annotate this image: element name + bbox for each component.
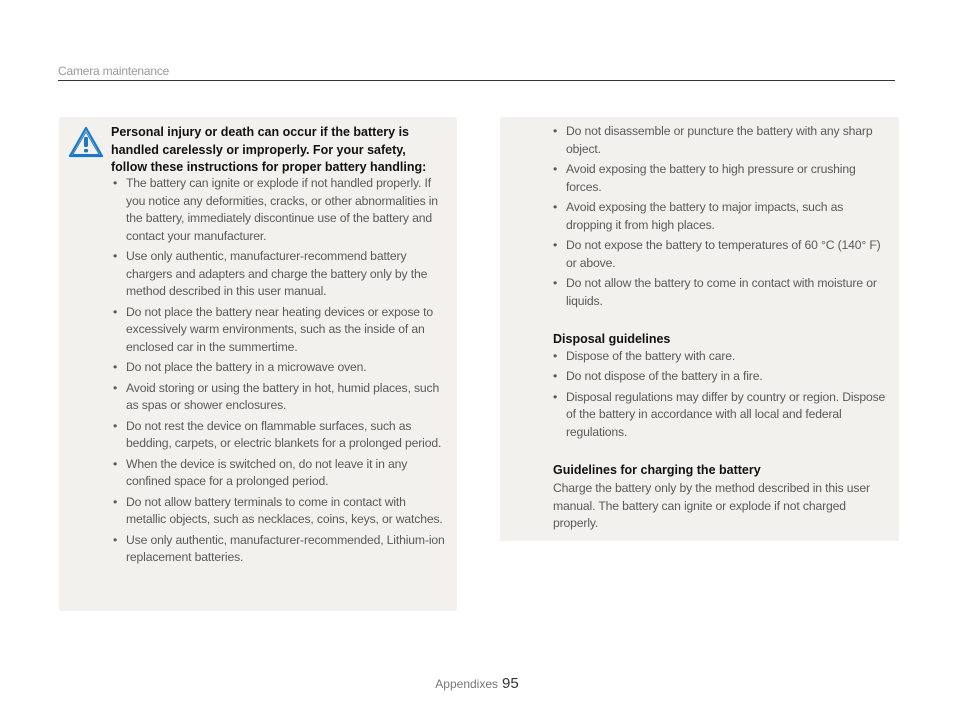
list-item: • Do not disassemble or puncture the battery with any sharp object. [553, 123, 889, 158]
page-number: 95 [502, 675, 519, 692]
list-item: • Avoid exposing the battery to high pressure or crushing forces. [553, 161, 889, 196]
charging-heading: Guidelines for charging the battery [553, 463, 761, 477]
section-title: Camera maintenance [58, 64, 170, 78]
list-item: • Avoid storing or using the battery in hot, humid places, such as spas or shower enclosures. [113, 380, 449, 415]
page-footer [0, 674, 954, 694]
list-item: • When the device is switched on, do not leave it in any confined space for a prolonged period. [113, 456, 449, 491]
warning-panel-continued [500, 117, 899, 541]
warning-list [113, 175, 449, 570]
list-item: • Disposal regulations may differ by country or region. Dispose of the battery in accordance with all local and federal regulations. [553, 389, 889, 442]
list-item: • Use only authentic, manufacturer-recommend battery chargers and adapters and charge the battery only by the method described in this user manual. [113, 248, 449, 301]
list-item: • Do not expose the battery to temperatures of 60 °C (140° F) or above. [553, 237, 889, 272]
warning-list-continued [553, 123, 889, 313]
charging-text: Charge the battery only by the method described in this user manual. The battery can ignite or explode if not charged properly. [553, 481, 870, 531]
list-item: • Do not place the battery in a microwave oven. [113, 359, 449, 377]
disposal-heading: Disposal guidelines [553, 332, 671, 346]
disposal-list [553, 348, 889, 444]
list-item: • Do not place the battery near heating devices or expose to excessively warm environments, such as the inside of an enclosed car in the summertime. [113, 304, 449, 357]
warning-panel [59, 117, 457, 611]
list-item: • Do not allow the battery to come in contact with moisture or liquids. [553, 275, 889, 310]
list-item: • Do not allow battery terminals to come in contact with metallic objects, such as necklaces, coins, keys, or watches. [113, 494, 449, 529]
warning-triangle-icon [67, 125, 105, 159]
page-header [58, 62, 895, 81]
warning-heading: Personal injury or death can occur if the battery is handled carelessly or improperly. For your safety, follow these instructions for proper battery handling: [111, 125, 427, 174]
list-item: • Do not rest the device on flammable surfaces, such as bedding, carpets, or electric blankets for a prolonged period. [113, 418, 449, 453]
list-item: • Dispose of the battery with care. [553, 348, 889, 366]
footer-section: Appendixes [435, 677, 499, 691]
list-item: • Do not dispose of the battery in a fire. [553, 368, 889, 386]
list-item: • Use only authentic, manufacturer-recommended, Lithium-ion replacement batteries. [113, 532, 449, 567]
list-item: • Avoid exposing the battery to major impacts, such as dropping it from high places. [553, 199, 889, 234]
list-item: • The battery can ignite or explode if not handled properly. If you notice any deformities, cracks, or other abnormalities in the battery, immediately discontinue use of the battery and contact your manufacturer. [113, 175, 449, 245]
